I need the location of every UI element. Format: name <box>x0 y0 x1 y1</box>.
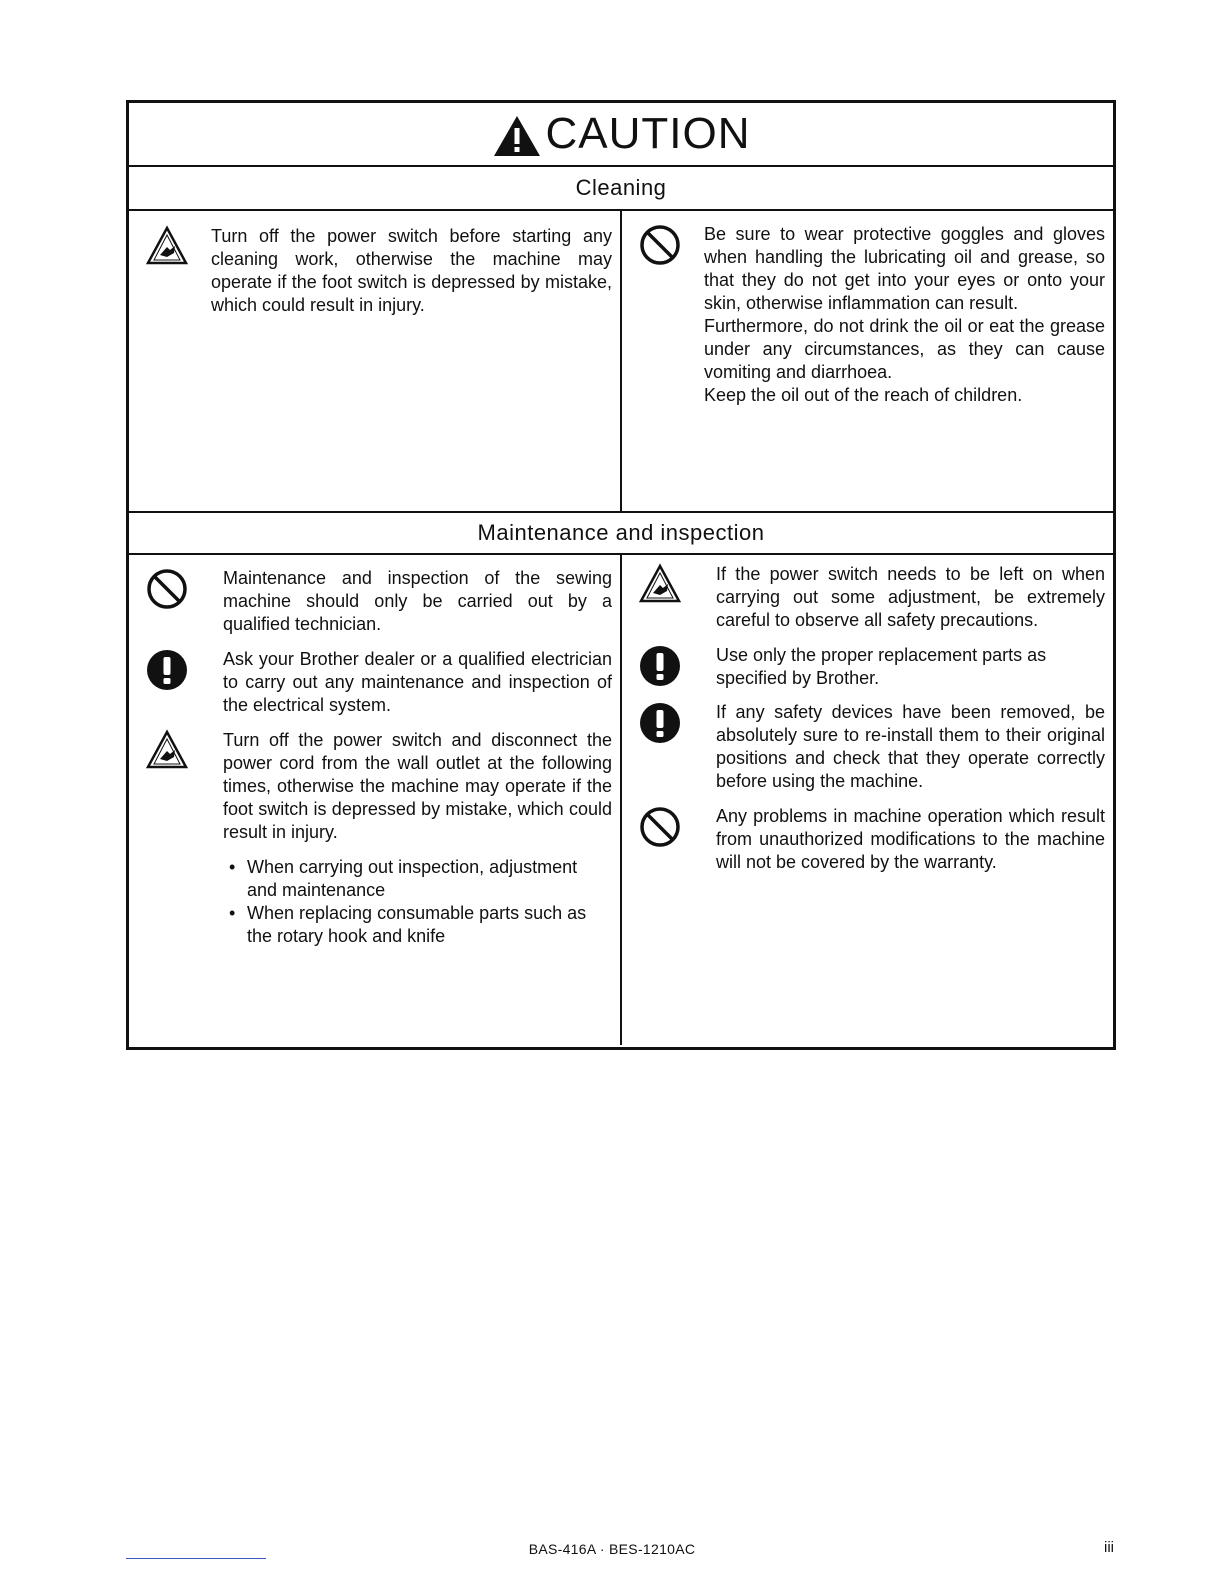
section-heading-cleaning: Cleaning <box>129 167 1113 211</box>
caution-title: CAUTION <box>545 109 751 158</box>
mandatory-exclamation-icon <box>638 644 682 688</box>
maintenance-item-unauthorized-modifications <box>622 805 1113 874</box>
maintenance-right-column <box>622 555 1113 1045</box>
maintenance-item-disconnect-power <box>129 729 620 948</box>
cleaning-item-power-switch <box>129 225 620 317</box>
cleaning-right-paragraph-2: Furthermore, do not drink the oil or eat the grease under any circumstances, as they can cause vomiting and diarrhoea. <box>704 316 1105 382</box>
footer-rule <box>126 1558 266 1559</box>
cleaning-columns <box>129 211 1113 511</box>
prohibition-icon <box>638 805 682 849</box>
maintenance-bullet-1: • When carrying out inspection, adjustment and maintenance <box>229 856 612 902</box>
maintenance-item-power-left-on <box>622 563 1113 632</box>
maintenance-bullet-2: • When replacing consumable parts such as the rotary hook and knife <box>229 902 612 948</box>
maintenance-right-text-3: If any safety devices have been removed, be absolutely sure to re-install them to their original positions and check that they operate correctly before using the machine. <box>716 702 1105 791</box>
mandatory-exclamation-icon <box>145 648 189 692</box>
warning-hand-icon <box>638 563 682 607</box>
footer-model: BAS-416A · BES-1210AC <box>528 1541 696 1557</box>
maintenance-left-text-2: Ask your Brother dealer or a qualified electrician to carry out any maintenance and inspection of the electrical system. <box>223 649 612 715</box>
maintenance-bullet-list <box>223 856 612 948</box>
maintenance-right-text-2: Use only the proper replacement parts as specified by Brother. <box>716 645 1047 688</box>
section-heading-maintenance: Maintenance and inspection <box>129 511 1113 555</box>
maintenance-columns <box>129 555 1113 1045</box>
cleaning-item-protective-gear <box>622 223 1113 407</box>
maintenance-right-text-1: If the power switch needs to be left on when carrying out some adjustment, be extremely careful to observe all safety precautions. <box>716 564 1105 630</box>
warning-hand-icon <box>145 225 189 269</box>
cleaning-right-text <box>686 223 1105 407</box>
maintenance-item-safety-devices <box>622 701 1113 793</box>
maintenance-left-column <box>129 555 622 1045</box>
cleaning-left-column <box>129 211 622 511</box>
cleaning-left-text: Turn off the power switch before starting any cleaning work, otherwise the machine may operate if the foot switch is depressed by mistake, which could result in injury. <box>211 226 612 315</box>
caution-box <box>126 100 1116 1050</box>
prohibition-icon <box>145 567 189 611</box>
caution-header <box>129 103 1113 167</box>
maintenance-left-text-3-body: Turn off the power switch and disconnect the power cord from the wall outlet at the following times, otherwise the machine may operate if the foot switch is depressed by mistake, which could result in injury. <box>223 730 612 842</box>
cleaning-right-paragraph-1: Be sure to wear protective goggles and gloves when handling the lubricating oil and grease, so that they do not get into your eyes or onto your skin, otherwise inflammation can result. <box>704 224 1105 313</box>
cleaning-right-column <box>622 211 1113 511</box>
maintenance-left-text-3 <box>193 729 612 948</box>
maintenance-item-qualified-technician <box>129 567 620 636</box>
cleaning-right-paragraph-3: Keep the oil out of the reach of children. <box>704 385 1023 405</box>
maintenance-item-replacement-parts <box>622 644 1113 693</box>
maintenance-item-electrical-inspection <box>129 648 620 717</box>
prohibition-icon <box>638 223 682 267</box>
mandatory-exclamation-icon <box>638 701 682 745</box>
warning-triangle-icon <box>492 114 542 158</box>
maintenance-left-text-1: Maintenance and inspection of the sewing machine should only be carried out by a qualified technician. <box>223 568 612 634</box>
warning-hand-icon <box>145 729 189 773</box>
page-number: iii <box>1104 1539 1114 1556</box>
maintenance-right-text-4: Any problems in machine operation which result from unauthorized modifications to the machine will not be covered by the warranty. <box>716 806 1105 872</box>
